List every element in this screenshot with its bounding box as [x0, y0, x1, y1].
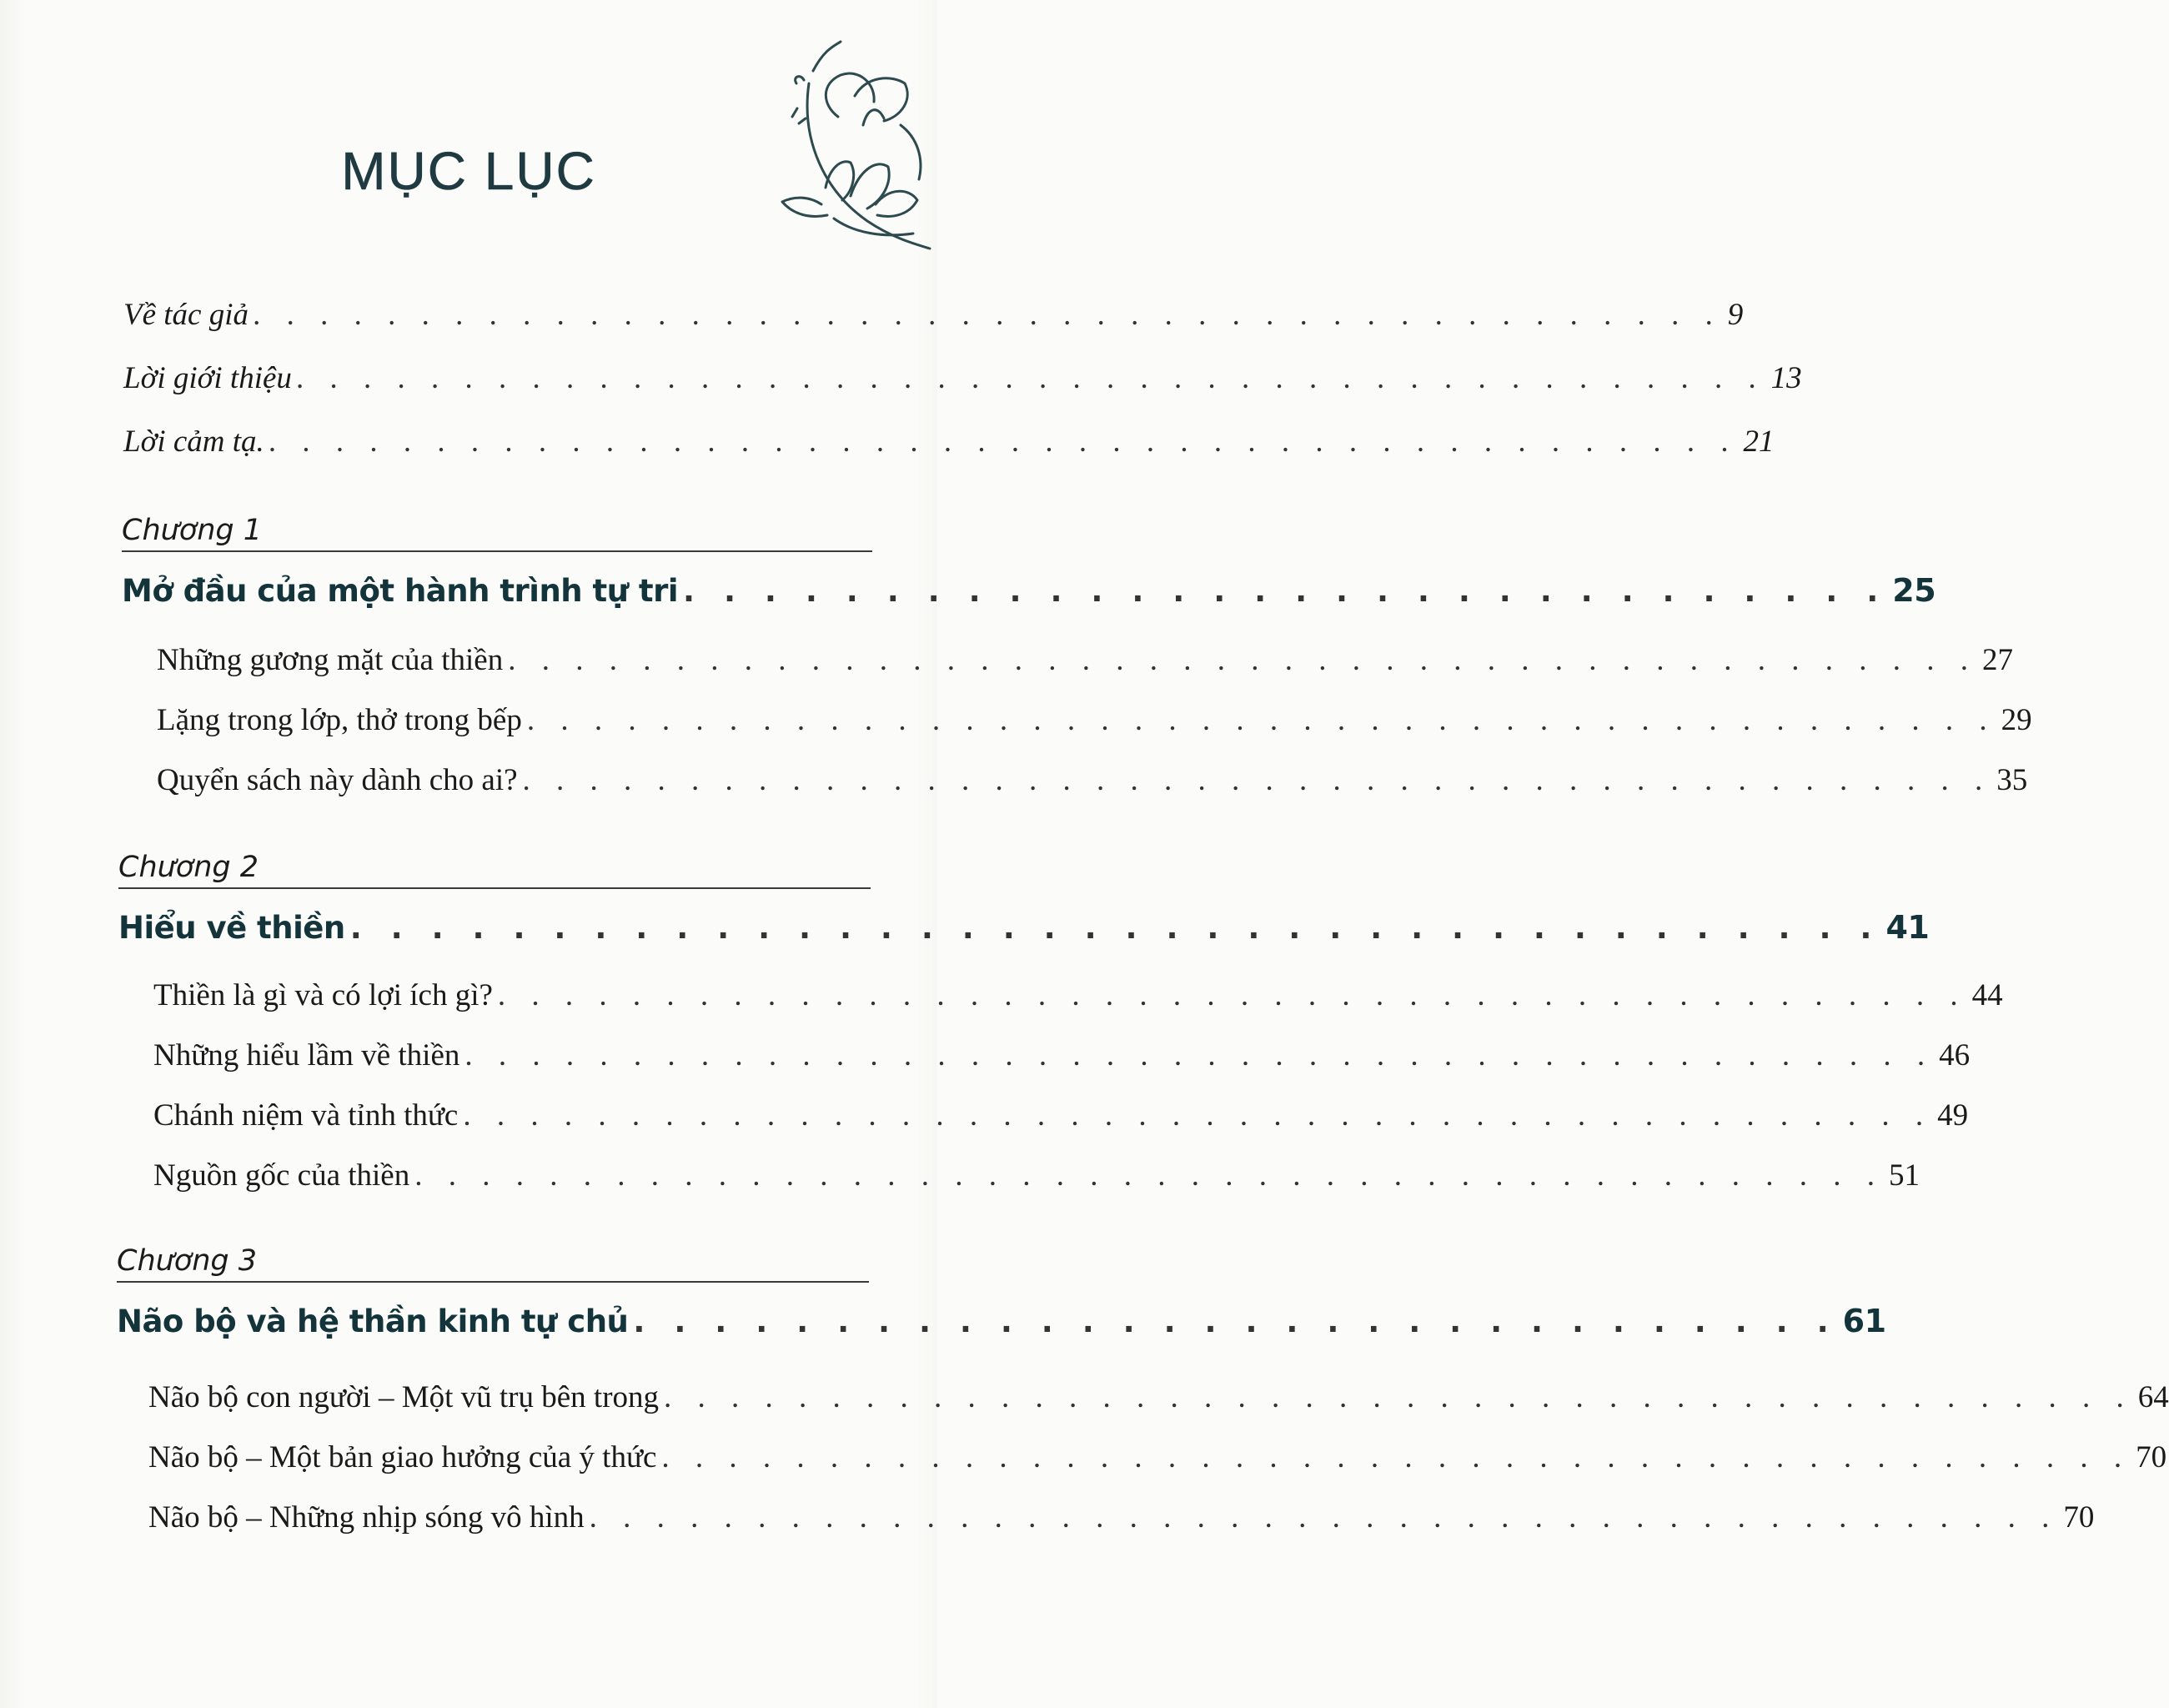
dot-leader: . . . . . . . . . . . . . . . . . . . . . . . . . . . . . . . . . . . . . . . . . . . . [526, 703, 1996, 737]
dot-leader: . . . . . . . . . . . . . . . . . . . . . . . . . . . . . . . . . . . . . . . . . . . . [508, 643, 1977, 677]
chapter-label: Chương 1 [122, 514, 263, 547]
toc-entry[interactable] [153, 977, 2003, 1027]
dot-leader: . . . . . . . . . . . . . . . . . . . . . . . . . . . . . . . . . . . . . . . . . . . . [664, 1380, 2133, 1414]
chapter-title-entry[interactable] [117, 1303, 1886, 1353]
toc-entry-label: Não bộ con người – Một vũ trụ bên trong [148, 1380, 660, 1414]
toc-entry-label: Về tác giả [123, 298, 249, 332]
toc-entry-page: 13 [1770, 361, 1802, 395]
toc-entry[interactable] [153, 1098, 1969, 1148]
chapter-label: Chương 3 [117, 1244, 258, 1278]
dot-leader: . . . . . . . . . . . . . . . . . . . . . . . . . . . . . . . . . . . . . . . . . . . . [589, 1500, 2059, 1535]
toc-entry[interactable] [157, 702, 2032, 752]
dot-leader: . . . . . . . . . . . . . . . . . . . . . . . . . . . . . . [683, 573, 1888, 609]
toc-entry[interactable] [157, 642, 2013, 692]
toc-entry-label: Chánh niệm và tỉnh thức [153, 1098, 459, 1133]
toc-entry[interactable] [148, 1439, 2167, 1489]
toc-entry[interactable] [148, 1500, 2095, 1550]
toc-entry-label: Quyển sách này dành cho ai? [157, 763, 518, 797]
toc-entry-page: 44 [1971, 978, 2003, 1012]
toc-entry-label: Thiền là gì và có lợi ích gì? [153, 978, 493, 1012]
toc-entry-page: 64 [2137, 1380, 2169, 1414]
toc-entry-page: 35 [1996, 763, 2028, 797]
toc-entry-label: Não bộ – Một bản giao hưởng của ý thức [148, 1440, 657, 1474]
dot-leader: . . . . . . . . . . . . . . . . . . . . . . . . . . . . . . . . . . . . . . . . . . . . [497, 978, 1967, 1012]
toc-entry[interactable] [148, 1379, 2169, 1429]
chapter-title: Não bộ và hệ thần kinh tự chủ [117, 1304, 629, 1339]
chapter-title: Mở đầu của một hành trình tự tri [122, 573, 679, 609]
toc-entry-page: 70 [2063, 1500, 2095, 1535]
toc-entry-page: 27 [1981, 643, 2013, 677]
chapter-title-entry[interactable] [118, 909, 1930, 959]
toc-entry-page: 46 [1939, 1038, 1971, 1073]
dot-leader: . . . . . . . . . . . . . . . . . . . . . . . . . . . . . . . . . . . . . . [349, 910, 1881, 946]
toc-entry-page: 9 [1727, 298, 1744, 332]
chapter-page: 41 [1885, 909, 1930, 946]
toc-entry-label: Lời cảm tạ. [123, 424, 264, 459]
chapter-page: 61 [1842, 1303, 1886, 1339]
toc-entry[interactable] [153, 1037, 1971, 1088]
dot-leader: . . . . . . . . . . . . . . . . . . . . . . . . . . . . . . . . . . . . . . . . . . . . [296, 361, 1766, 395]
chapter-title-entry[interactable] [122, 572, 1936, 622]
dot-leader: . . . . . . . . . . . . . . . . . . . . . . . . . . . . . . . . . . . . . . . . . . . . [463, 1098, 1933, 1133]
toc-entry-label: Lặng trong lớp, thở trong bếp [157, 703, 522, 737]
toc-entry[interactable] [123, 297, 1744, 347]
dot-leader: . . . . . . . . . . . . . . . . . . . . . . . . . . . . . . . . . . . . . . . . . . . . [414, 1158, 1884, 1193]
dot-leader: . . . . . . . . . . . . . . . . . . . . . . . . . . . . . . [633, 1304, 1838, 1339]
toc-entry-page: 51 [1888, 1158, 1920, 1193]
chapter-divider [117, 1281, 869, 1283]
toc-entry-page: 70 [2136, 1440, 2167, 1474]
toc-entry[interactable] [153, 1158, 1920, 1208]
chapter-divider [122, 550, 872, 552]
toc-entry[interactable] [123, 424, 1775, 474]
page-title: MỤC LỤC [341, 141, 596, 201]
toc-entry-page: 49 [1937, 1098, 1969, 1133]
toc-entry-label: Não bộ – Những nhịp sóng vô hình [148, 1500, 585, 1535]
toc-entry[interactable] [123, 360, 1802, 410]
toc-entry-label: Những hiểu lầm về thiền [153, 1038, 460, 1073]
toc-entry-label: Nguồn gốc của thiền [153, 1158, 410, 1193]
dot-leader: . . . . . . . . . . . . . . . . . . . . . . . . . . . . . . . . . . . . . . . . . . . . [464, 1038, 1935, 1073]
chapter-divider [118, 887, 871, 889]
toc-entry[interactable] [157, 762, 2028, 812]
toc-entry-label: Lời giới thiệu [123, 361, 292, 395]
dot-leader: . . . . . . . . . . . . . . . . . . . . . . . . . . . . . . . . . . . . . . . . . . . . [661, 1440, 2131, 1474]
toc-entry-page: 29 [2001, 703, 2032, 737]
dot-leader: . . . . . . . . . . . . . . . . . . . . . . . . . . . . . . . . . . . . . . . . . . . . [269, 424, 1739, 459]
dot-leader: . . . . . . . . . . . . . . . . . . . . . . . . . . . . . . . . . . . . . . . . . . . . [254, 298, 1723, 332]
chapter-title: Hiểu về thiền [118, 910, 345, 946]
dot-leader: . . . . . . . . . . . . . . . . . . . . . . . . . . . . . . . . . . . . . . . . . . . . [522, 763, 1992, 797]
chapter-page: 25 [1892, 572, 1936, 609]
toc-entry-label: Những gương mặt của thiền [157, 643, 504, 677]
toc-entry-page: 21 [1743, 424, 1775, 459]
chapter-label: Chương 2 [118, 851, 259, 884]
